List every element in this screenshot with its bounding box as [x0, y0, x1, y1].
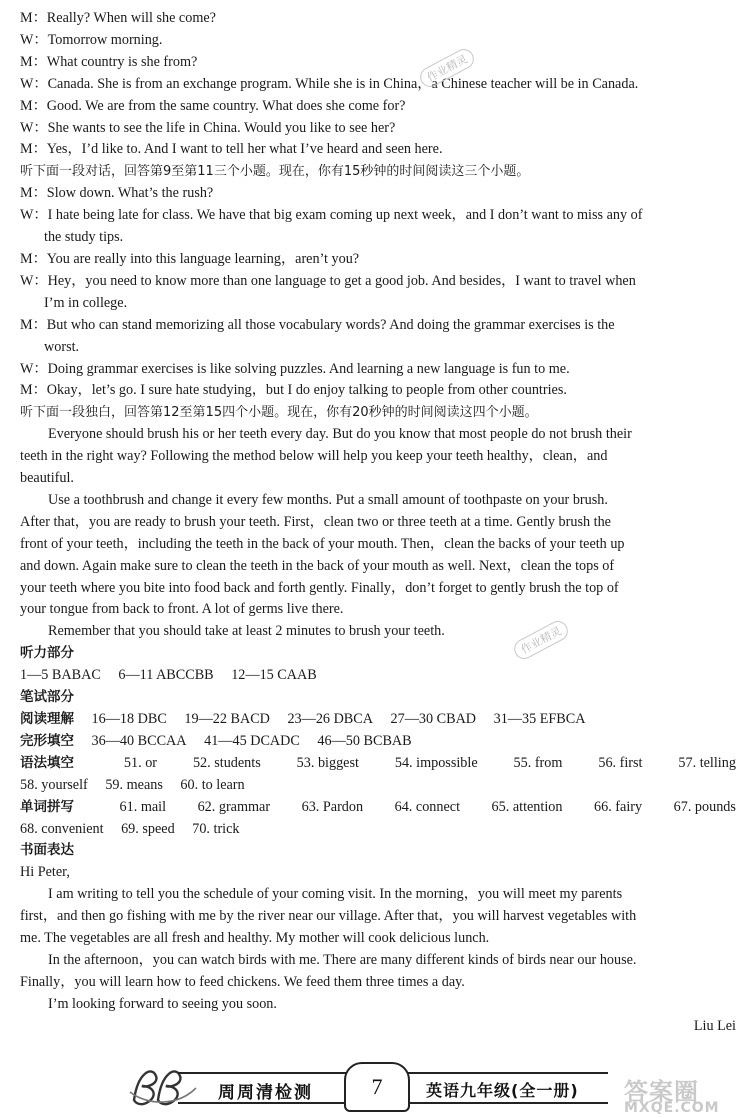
answer-item: 57. telling [678, 754, 736, 771]
answer-group: 36—40 BCCAA [91, 732, 187, 749]
dialogue-line: W：Doing grammar exercises is like solving puzzles. And learning a new language is fun to me. [20, 360, 570, 377]
letter-signature: Liu Lei [693, 1017, 736, 1034]
monologue-passage [0, 424, 750, 643]
dialogue-line: M：Okay，let’s go. I sure hate studying，but I do enjoy talking to people from other countries. [20, 382, 567, 399]
grammar-answers-line1 [0, 753, 750, 775]
dialogue-line: W：I hate being late for class. We have that big exam coming up next week，and I don’t want to miss any of [20, 207, 643, 224]
answer-item: 54. impossible [394, 754, 478, 771]
cloze-answers [0, 731, 750, 753]
answer-group: 12—15 CAAB [231, 667, 317, 684]
section-label: 单词拼写 [20, 798, 74, 815]
dialogue-line: M：Slow down. What’s the rush? [20, 185, 214, 202]
passage-line: front of your teeth，including the teeth in the back of your mouth. Then，clean the backs of your teeth up [20, 535, 625, 552]
answer-item: 63. Pardon [301, 798, 364, 815]
grammar-answers-line2 [0, 775, 750, 797]
answer-item: 51. or [123, 754, 158, 771]
dialogue-line: M：Really? When will she come? [20, 10, 216, 26]
passage-line: your tongue from back to front. A lot of germs live there. [20, 601, 344, 618]
watermark-stamp [624, 1072, 742, 1116]
answer-group: 19—22 BACD [184, 711, 270, 727]
answer-item: 62. grammar [197, 798, 271, 815]
section-label: 语法填空 [20, 754, 74, 771]
answer-group: 23—26 DBCA [287, 711, 373, 727]
dialogue-line: W：Tomorrow morning. [20, 31, 163, 48]
answer-item: 64. connect [394, 798, 461, 815]
answer-group: 46—50 BCBAB [317, 732, 412, 749]
composition-heading: 书面表达 [20, 842, 74, 859]
dialogue-line: M：What country is she from? [20, 53, 198, 70]
answer-item: 68. convenient [20, 820, 104, 837]
answer-group: 27—30 CBAD [390, 711, 477, 727]
answer-item: 52. students [192, 754, 261, 771]
answer-item: 55. from [513, 754, 563, 771]
book-title: 英语九年级(全一册) [426, 1081, 579, 1100]
answer-item: 56. first [598, 754, 643, 771]
letter-greeting: Hi Peter, [20, 864, 70, 881]
answer-item: 66. fairy [594, 798, 643, 815]
dialogue-line-continued: worst. [44, 338, 80, 355]
answer-group: 6—11 ABCCBB [118, 667, 214, 684]
stamp-text: 答案圈 [624, 1078, 699, 1106]
answer-item: 58. yourself [20, 776, 88, 793]
dialogue-line: W：She wants to see the life in China. Would you like to see her? [20, 119, 396, 136]
watermark-badge: 作业精灵 [511, 618, 572, 663]
passage-line: After that，you are ready to brush your teeth. First，clean two or three teeth at a time. Gently brush the [20, 513, 611, 530]
section-label: 完形填空 [20, 732, 74, 749]
dialogue-1 [0, 8, 750, 161]
passage-line: beautiful. [20, 470, 74, 487]
stamp-url: MXQE.COM [624, 1100, 720, 1116]
dialogue-line: M：But who can stand memorizing all those vocabulary words? And doing the grammar exercises is the [20, 316, 615, 333]
passage-line: Remember that you should take at least 2 minutes to brush your teeth. [48, 623, 445, 640]
dialogue-2 [0, 183, 750, 402]
passage-line: Everyone should brush his or her teeth every day. But do you know that most people do not brush their [48, 426, 632, 443]
answer-item: 67. pounds [673, 798, 736, 815]
answer-item: 70. trick [192, 820, 240, 837]
dialogue-line: M：Good. We are from the same country. What does she come for? [20, 97, 406, 114]
answer-item: 53. biggest [296, 754, 359, 771]
passage-line: Use a toothbrush and change it every few months. Put a small amount of toothpaste on your brush. [48, 491, 608, 508]
page-number: 7 [344, 1062, 410, 1112]
watermark-badge: 作业精灵 [417, 46, 478, 91]
answer-group: 41—45 DCADC [204, 732, 300, 749]
spelling-answers-line1 [0, 797, 750, 819]
passage-line: your teeth where you bite into food back and forth gently. Finally，don’t forget to gently brush the top of [20, 579, 619, 596]
reading-answers [0, 709, 750, 731]
instruction-12-15: 听下面一段独白，回答第12至第15四个小题。现在，你有20秒钟的时间阅读这四个小题。 [20, 405, 538, 421]
listening-answers [0, 665, 750, 687]
dialogue-line-continued: the study tips. [44, 229, 124, 246]
letter-line: first，and then go fishing with me by the river near our village. After that，you will harvest vegetables with [20, 908, 637, 925]
answer-item: 61. mail [119, 798, 167, 815]
dialogue-line: M：You are really into this language learning，aren’t you? [20, 250, 360, 267]
document-page [0, 8, 750, 1038]
letter-line: In the afternoon，you can watch birds with me. There are many different kinds of birds near our house. [48, 951, 637, 968]
dialogue-line: W：Hey，you need to know more than one language to get a good job. And besides，I want to travel when [20, 272, 636, 289]
answer-group: 31—35 EFBCA [493, 711, 586, 727]
letter-line: Finally，you will learn how to feed chickens. We feed them three times a day. [20, 973, 465, 990]
listening-heading: 听力部分 [20, 645, 74, 662]
section-label: 阅读理解 [20, 711, 74, 727]
letter-line: I’m looking forward to seeing you soon. [48, 995, 277, 1012]
dialogue-line-continued: I’m in college. [44, 294, 128, 311]
answer-group: 1—5 BABAC [20, 667, 101, 684]
instruction-9-11: 听下面一段对话，回答第9至第11三个小题。现在，你有15秒钟的时间阅读这三个小题。 [20, 164, 530, 180]
passage-line: teeth in the right way? Following the method below will help you keep your teeth healthy，clean，and [20, 448, 608, 465]
spelling-answers-line2 [0, 819, 750, 841]
answer-item: 60. to learn [180, 776, 245, 793]
sample-letter [0, 862, 750, 1037]
letter-line: I am writing to tell you the schedule of your coming visit. In the morning，you will meet my parents [48, 886, 623, 903]
answer-item: 69. speed [121, 820, 175, 837]
writing-heading: 笔试部分 [20, 689, 74, 706]
answer-item: 65. attention [491, 798, 563, 815]
series-title: 周周清检测 [218, 1083, 313, 1103]
letter-line: me. The vegetables are all fresh and healthy. My mother will cook delicious lunch. [20, 930, 490, 947]
passage-line: and down. Again make sure to clean the teeth in the back of your mouth as well. Next，clean the tops of [20, 557, 615, 574]
dialogue-line: M：Yes，I’d like to. And I want to tell her what I’ve heard and seen here. [20, 141, 443, 158]
answer-item: 59. means [105, 776, 163, 793]
answer-group: 16—18 DBC [91, 711, 167, 727]
dialogue-line: W：Canada. She is from an exchange program. While she is in China，a Chinese teacher will be in Canada. [20, 75, 639, 92]
